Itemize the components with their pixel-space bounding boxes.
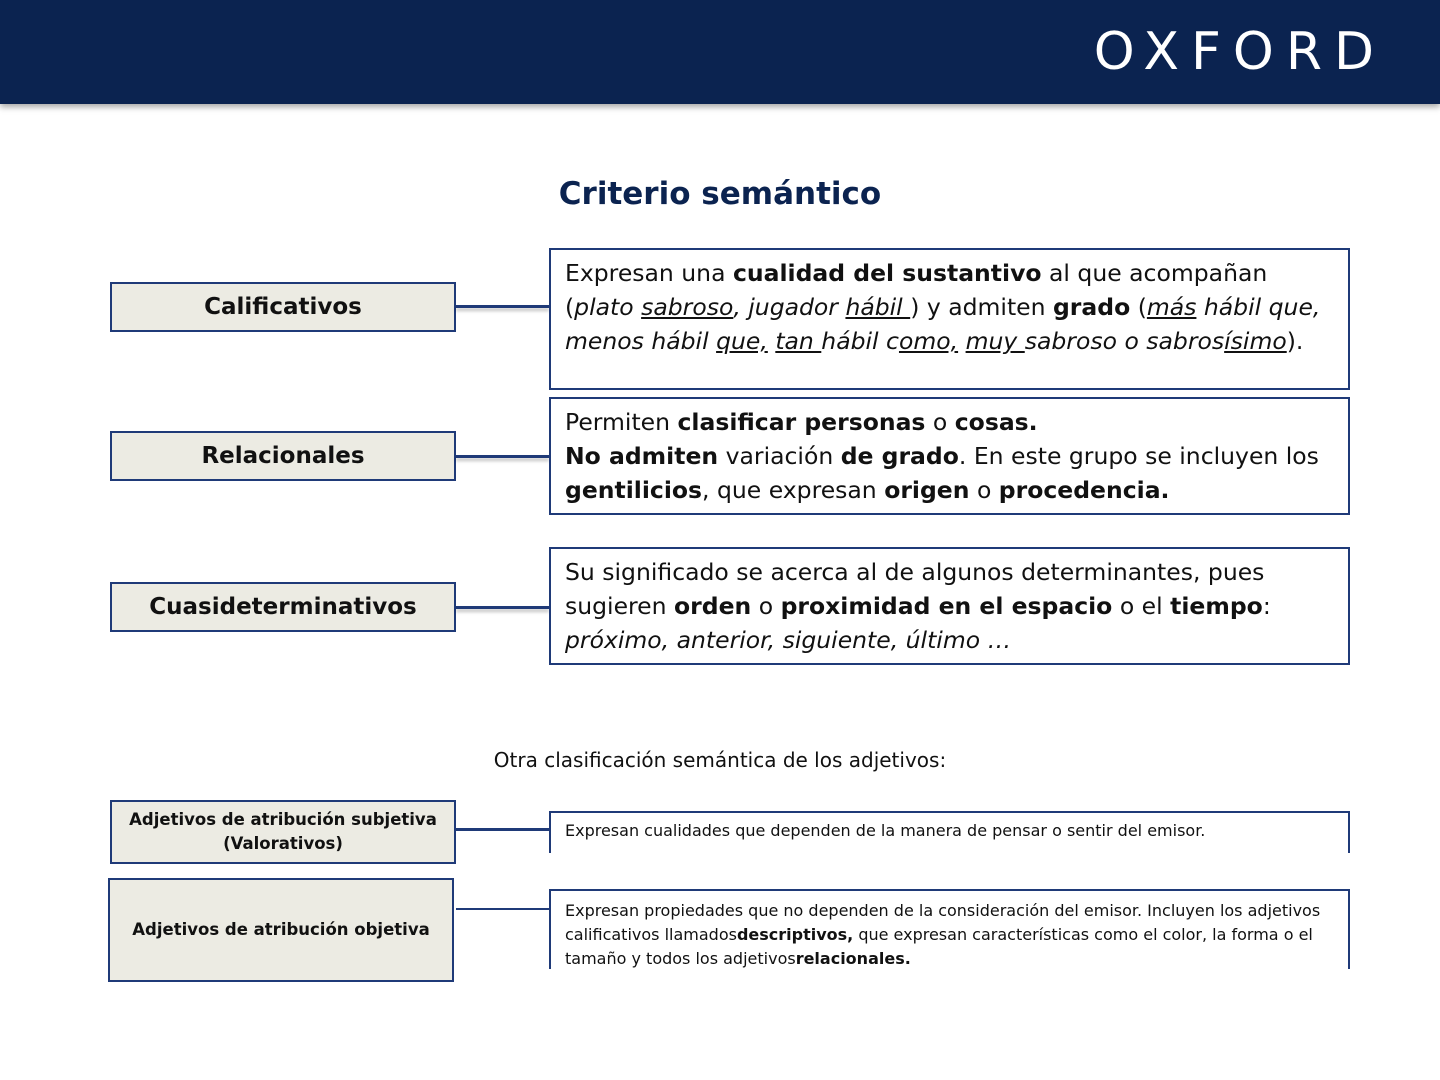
text-run: tan bbox=[775, 327, 822, 355]
category-label-calificativos: Calificativos bbox=[110, 282, 456, 332]
connector bbox=[456, 908, 549, 910]
connector bbox=[456, 455, 549, 458]
text-run: más bbox=[1146, 293, 1197, 321]
text-run: gentilicios bbox=[565, 476, 703, 504]
connector bbox=[456, 828, 549, 831]
text-run: que, bbox=[716, 327, 768, 355]
category-desc-cuasideterminativos: Su significado se acerca al de algunos determinantes, pues sugieren orden o proximidad en el espacio o el tiempo: próximo, anterior, siguiente, último … bbox=[549, 547, 1350, 665]
text-run: muy bbox=[965, 327, 1025, 355]
text-run: de grado bbox=[840, 442, 959, 470]
text-run bbox=[958, 327, 965, 355]
text-run: grado bbox=[1052, 293, 1131, 321]
text-run: ísimo bbox=[1224, 327, 1287, 355]
text-run: origen bbox=[884, 476, 970, 504]
header-bar bbox=[0, 0, 1440, 104]
text-run: relacionales. bbox=[795, 949, 911, 968]
text-run: clasificar personas bbox=[677, 408, 926, 436]
label-line: Adjetivos de atribución subjetiva bbox=[129, 810, 437, 829]
text-run: procedencia. bbox=[998, 476, 1170, 504]
text-run: plato bbox=[574, 293, 642, 321]
text-run: tiempo bbox=[1170, 592, 1263, 620]
connector bbox=[456, 305, 549, 308]
page-title: Criterio semántico bbox=[558, 176, 882, 212]
text-run: sabroso o sabros bbox=[1024, 327, 1225, 355]
desc-atribucion-subjetiva: Expresan cualidades que dependen de la manera de pensar o sentir del emisor. bbox=[549, 811, 1350, 853]
category-label-relacionales: Relacionales bbox=[110, 431, 456, 481]
oxford-logo: OXFORD bbox=[1093, 22, 1386, 82]
text-run: , jugador bbox=[733, 293, 846, 321]
text-run: orden bbox=[674, 592, 752, 620]
text-run: cualidad del sustantivo bbox=[732, 259, 1042, 287]
category-desc-relacionales: Permiten clasificar personas o cosas. No admiten variación de grado. En este grupo se incluyen los gentilicios, que expresan origen o procedencia. bbox=[549, 397, 1350, 515]
category-desc-calificativos: Expresan una cualidad del sustantivo al que acompañan (plato sabroso, jugador hábil ) y admiten grado (más hábil que, menos hábil que, tan hábil como, muy sabroso o sabrosísimo). bbox=[549, 248, 1350, 390]
label-atribucion-objetiva bbox=[108, 878, 454, 982]
label-line: (Valorativos) bbox=[223, 834, 343, 853]
text-run: omo, bbox=[898, 327, 959, 355]
text-run: hábil bbox=[845, 293, 911, 321]
text-run: No admiten bbox=[565, 442, 719, 470]
label-line: Adjetivos de atribución objetiva bbox=[132, 920, 430, 939]
category-label-cuasideterminativos: Cuasideterminativos bbox=[110, 582, 456, 632]
section-subtitle: Otra clasificación semántica de los adjetivos: bbox=[493, 748, 947, 772]
text-run: cosas. bbox=[954, 408, 1038, 436]
desc-atribucion-objetiva: Expresan propiedades que no dependen de la consideración del emisor. Incluyen los adjetivos calificativos llamadosdescriptivos, que expresan características como el color, la forma o el tamaño y todos los adjetivosrelacionales. bbox=[549, 889, 1350, 969]
text-run: hábil que, menos hábil bbox=[565, 293, 1321, 355]
text-run: proximidad en el espacio bbox=[780, 592, 1113, 620]
connector bbox=[456, 606, 549, 609]
text-run: hábil c bbox=[821, 327, 899, 355]
text-run: próximo, anterior, siguiente, último … bbox=[565, 626, 1012, 654]
label-atribucion-subjetiva bbox=[110, 800, 456, 864]
text-run: sabroso bbox=[641, 293, 734, 321]
text-run: descriptivos, bbox=[736, 925, 854, 944]
